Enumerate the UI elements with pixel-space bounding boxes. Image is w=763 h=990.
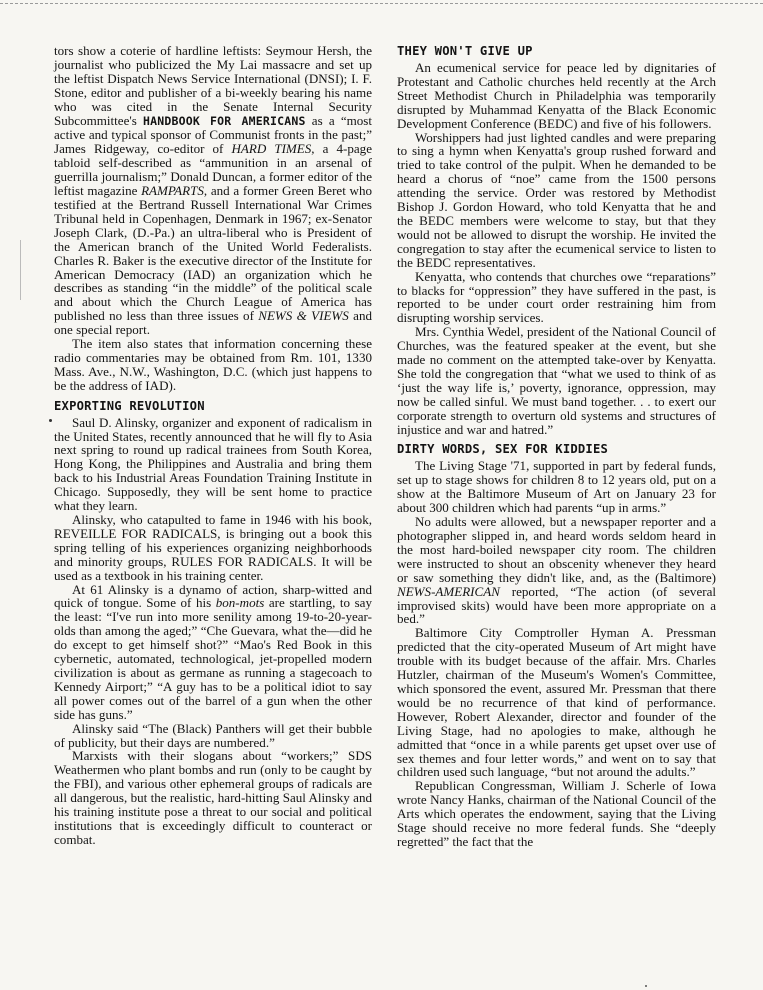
paragraph: An ecumenical service for peace led by dignitaries of Protestant and Catholic churches held recently at the Arch Street Methodist Church in Philadelphia was temporarily disrupted by Muhammad Kenyatta of the Black Economic Development Conference (BEDC) and five of his followers. [397, 60, 716, 131]
text-run: At 61 Alinsky is a dynamo of action, sharp-witted and quick of tongue. Some of his [54, 581, 372, 611]
paragraph: Republican Congressman, William J. Scherle of Iowa wrote Nancy Hanks, chairman of the National Council of the Arts which operates the endowment, saying that the Living Stage should receive no more federal funds. She “deeply regretted” the fact that the [397, 778, 716, 849]
paragraph: Mrs. Cynthia Wedel, president of the National Council of Churches, was the featured speaker at the event, but she made no comment on the attempted take-over by Kenyatta. She told the congregation that “what we used to think of as ‘just the way life is,’ poverty, ignorance, oppression, may now be called sinful. We must band together. . . to exert our corporate strength to overturn old systems and structures of injustice and war and hatred.” [397, 324, 716, 437]
paragraph: The Living Stage '71, supported in part by federal funds, set up to stage shows for children 8 to 12 years old, put on a show at the Baltimore Museum of Art on January 23 for about 300 children which had parents “up in arms.” [397, 458, 716, 516]
paragraph: Worshippers had just lighted candles and were preparing to sing a hymn when Kenyatta's group rushed forward and tried to take control of the pulpit. When he demanded to be heard a chorus of “noe” came from the 1500 persons attending the service. Order was restored by Methodist Bishop J. Gordon Howard, who told Kenyatta that he and the BEDC members were welcome to stay, but that they would not be allowed to disrupt the worship. He invited the congregation to stay after the ecumenical service to listen to the BEDC representatives. [397, 129, 716, 270]
text-run: are startling, to say the least: “I've run into more senility among 19-to-20-year-olds than among the aged;” “Che Guevara, what the—did he do except to get himself shot?” “Mao's Red Book in this cybernetic, automated, technological, jet-propelled modern civilization is about as germane as running a stagecoach to Kennedy Airport;” “A guy has to be a political idiot to say all power comes out of the barrel of a gun when the other side has guns.” [54, 595, 372, 722]
text-run: tors show a coterie of hardline leftists: Seymour Hersh, the journalist who publicized the My Lai massacre and set up the leftist Dispatch News Service International (DNSI); I. F. Stone, editor and publisher of a bi-weekly bearing his name who was cited in the Senate Internal Security Subcommittee's [54, 43, 372, 128]
paragraph: Saul D. Alinsky, organizer and exponent of radicalism in the United States, recently announced that he will fly to Asia next spring to round up radical trainees from South Korea, Hong Kong, the Philippines and Australia and bring them back to his Industrial Areas Foundation Training Institute in Chicago. Supposedly, they will be sent home to practice what they learn. [54, 414, 372, 514]
paragraph: Alinsky said “The (Black) Panthers will get their bubble of publicity, but their days are numbered.” [54, 720, 372, 750]
publication-title: HARD TIMES [231, 141, 312, 157]
paragraph: Marxists with their slogans about “workers;” SDS Weathermen who plant bombs and run (only to be caught by the FBI), and various other ephemeral groups of radicals are all dangerous, but the realistic, hard-hitting Saul Alinsky and his training institute pose a threat to our social and political institutions that is exceedingly difficult to counteract or combat. [54, 748, 372, 847]
section-heading: DIRTY WORDS, SEX FOR KIDDIES [397, 442, 609, 457]
text-run: as a “most active and typical sponsor of Communist fronts in the past;” James Ridgeway, co-editor of [54, 112, 372, 157]
right-column [397, 44, 716, 849]
text-run: and one special report. [54, 308, 372, 338]
section-heading: EXPORTING REVOLUTION [54, 398, 205, 413]
paragraph: Kenyatta, who contends that churches owe “reparations” to blacks for “oppression” they have suffered in the past, is reported to be under court order restraining him from disrupting worship services. [397, 268, 716, 326]
publication-title: NEWS & VIEWS [258, 308, 349, 324]
publication-title: NEWS-AMERICAN [397, 583, 500, 599]
italic-term: bon-mots [215, 595, 265, 611]
text-run: reported, “The action (of several improvised skits) would have been more appropriate on a bed.” [397, 583, 716, 627]
text-run: No adults were allowed, but a newspaper reporter and a photographer slipped in, and heard words seldom heard in the most hard-boiled newspaper city room. The children were instructed to shout an obscenity whenever they heard or saw something they didn't like, and, as the (Baltimore) [397, 514, 716, 585]
paragraph [54, 44, 372, 337]
paragraph [54, 583, 372, 722]
book-title: HANDBOOK FOR AMERICANS [143, 113, 306, 128]
paragraph: Baltimore City Comptroller Hyman A. Pressman predicted that the city-operated Museum of Art might have trouble with its budget because of the affair. Mrs. Charles Hutzler, chairman of the Museum's Women's Committee, which sponsored the event, assured Mr. Pressman that there would be no recurrence of that kind of performance. However, Robert Alexander, director and founder of the Living Stage, had no apologies to make, although he admitted that “once in a while parents get upset over use of sex themes and four letter words,” and went on to say that children used such language, “but not around the adults.” [397, 625, 716, 780]
top-rule [0, 3, 763, 4]
section-heading: THEY WON'T GIVE UP [397, 44, 533, 58]
page-dot [645, 985, 647, 987]
publication-title: RAMPARTS [141, 183, 204, 199]
text-run: , and a former Green Beret who testified at the Bertrand Russell International War Crimes Tribunal held in Copenhagen, Denmark in 1967; ex-Senator Joseph Clark, (D.-Pa.) an ultra-liberal who is President of the American branch of the United World Federalists. Charles R. Baker is the executive director of the Institute for American Democracy (IAD) an organization which he describes as standing “in the middle” of the political scale and about which the Church League of America has published no less than three issues of [54, 183, 372, 324]
margin-bullet [49, 419, 52, 422]
paragraph: The item also states that information concerning these radio commentaries may be obtained from Rm. 101, 1330 Mass. Ave., N.W., Washington, D.C. (which just happens to be the address of IAD). [54, 336, 372, 393]
paragraph [397, 515, 716, 626]
margin-mark [20, 240, 21, 300]
text-run: , a 4-page tabloid self-described as “ammunition in an arsenal of guerrilla journalism;” Donald Duncan, a former editor of the leftist magazine [54, 141, 372, 199]
left-column [54, 44, 372, 847]
paragraph: Alinsky, who catapulted to fame in 1946 with his book, REVEILLE FOR RADICALS, is bringing out a book this spring telling of his experiences organizing neighborhoods and minority groups, RULES FOR RADICALS. It will be used as a textbook in his training center. [54, 512, 372, 583]
